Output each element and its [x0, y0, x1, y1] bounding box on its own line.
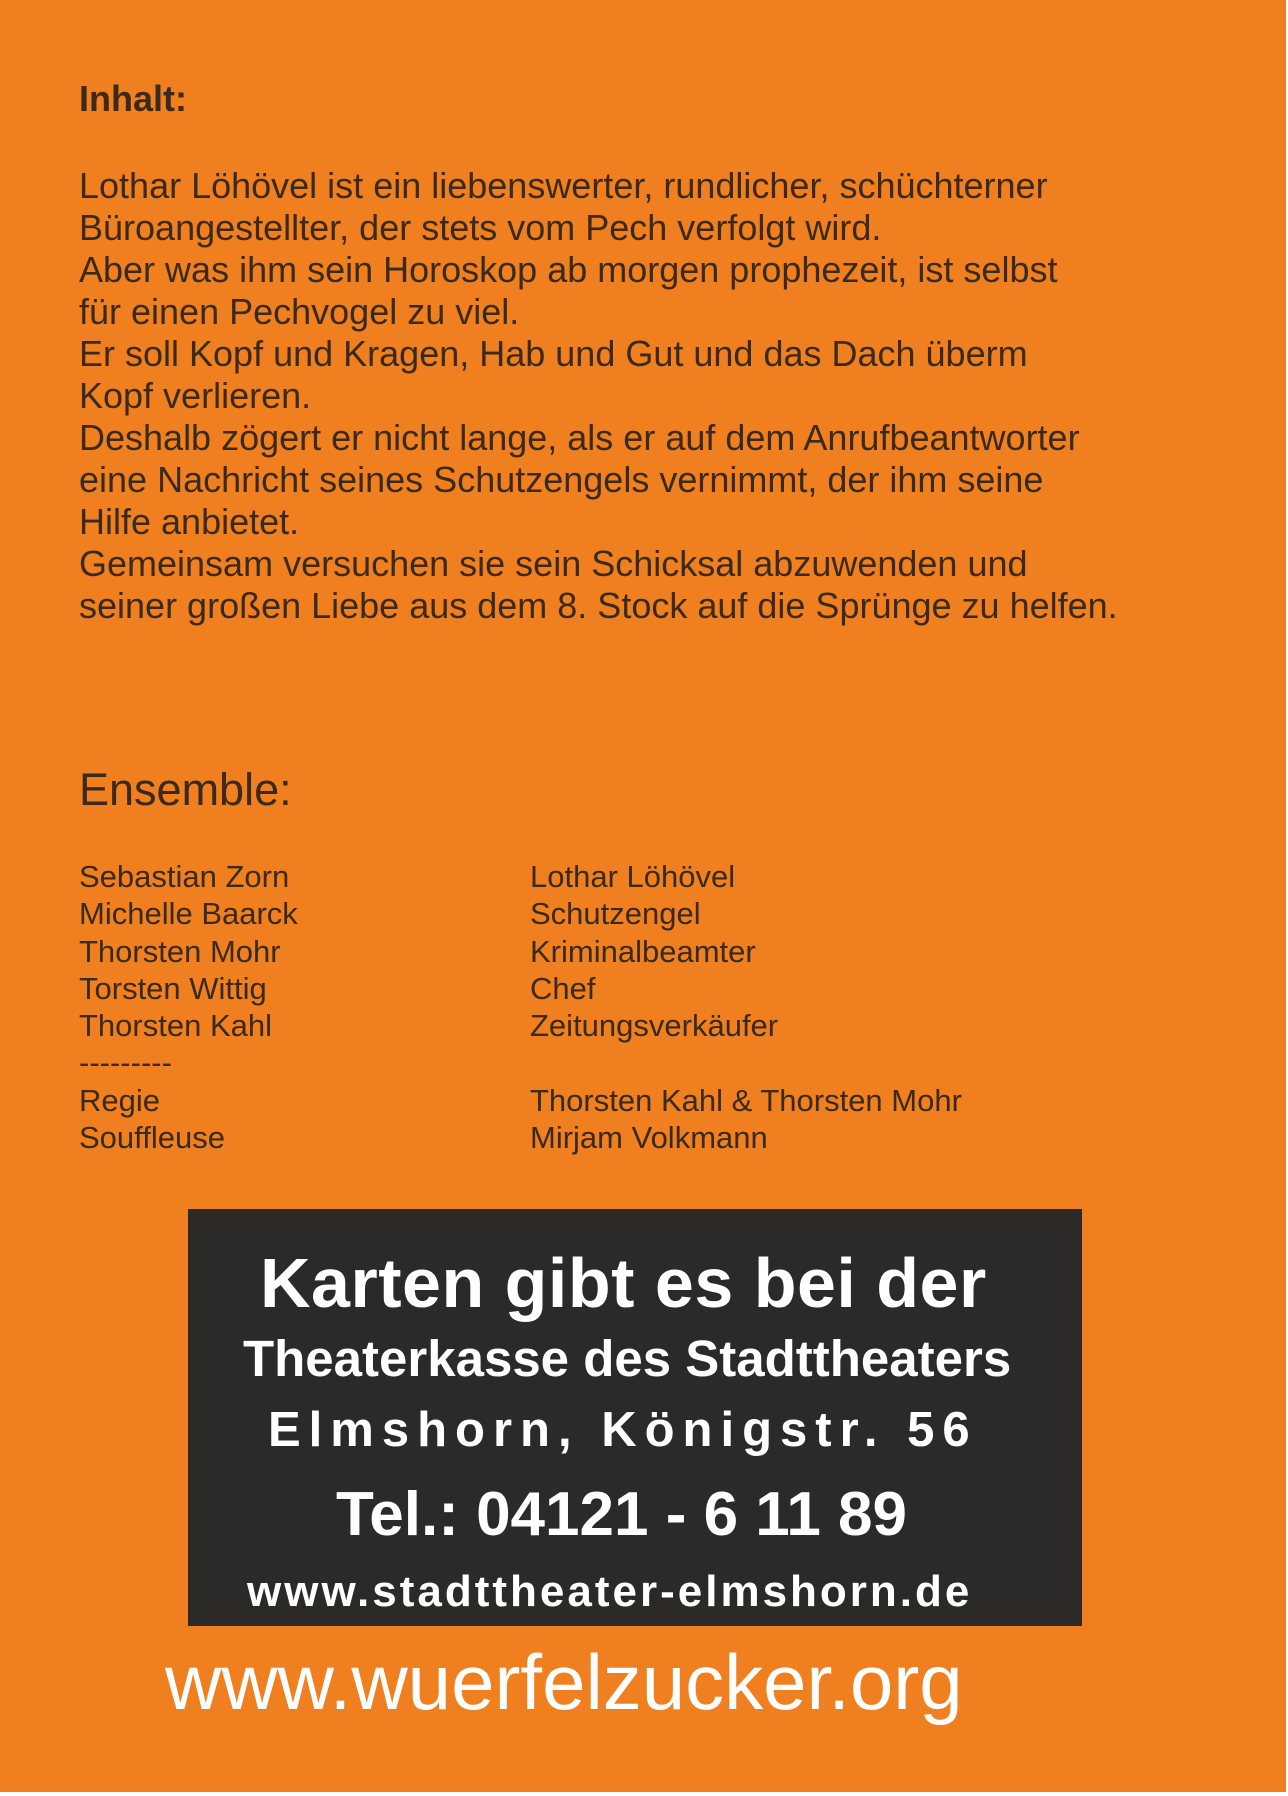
- ticket-headline: Karten gibt es bei der: [260, 1244, 987, 1322]
- ensemble-name: Thorsten Kahl: [79, 1008, 272, 1044]
- ensemble-name: Sebastian Zorn: [79, 859, 290, 894]
- ensemble-role: Lothar Löhövel: [530, 859, 736, 894]
- ticket-phone: Tel.: 04121 - 6 11 89: [336, 1480, 908, 1549]
- ensemble-role: Kriminalbeamter: [530, 933, 756, 969]
- content-line: Lothar Löhövel ist ein liebenswerter, rundlicher, schüchterner: [79, 165, 1048, 206]
- content-line: Hilfe anbietet.: [79, 501, 300, 542]
- ticket-info-box: [188, 1209, 1082, 1626]
- ensemble-name: Michelle Baarck: [79, 896, 298, 932]
- ensemble-role: Schutzengel: [530, 896, 701, 932]
- content-line: seiner großen Liebe aus dem 8. Stock auf die Sprünge zu helfen.: [79, 585, 1118, 626]
- ensemble-heading: Ensemble:: [79, 764, 292, 815]
- ticket-website: www.stadttheater-elmshorn.de: [247, 1567, 973, 1616]
- ensemble-role: Chef: [530, 970, 596, 1006]
- content-line: Aber was ihm sein Horoskop ab morgen prophezeit, ist selbst: [79, 249, 1058, 290]
- content-line: für einen Pechvogel zu viel.: [79, 291, 520, 332]
- ensemble-role: Zeitungsverkäufer: [530, 1008, 779, 1044]
- ticket-venue: Theaterkasse des Stadttheaters: [243, 1330, 1012, 1387]
- ticket-address: Elmshorn, Königstr. 56: [268, 1403, 978, 1457]
- content-heading: Inhalt:: [79, 78, 187, 119]
- group-website: www.wuerfelzucker.org: [165, 1638, 963, 1726]
- ensemble-role: Thorsten Kahl & Thorsten Mohr: [530, 1082, 962, 1118]
- content-line: Er soll Kopf und Kragen, Hab und Gut und das Dach überm: [79, 333, 1028, 374]
- ensemble-name: Souffleuse: [79, 1120, 225, 1156]
- ensemble-name: Torsten Wittig: [79, 970, 267, 1006]
- content-text: [79, 165, 1259, 627]
- ensemble-name: Thorsten Mohr: [79, 933, 281, 969]
- ensemble-role: Mirjam Volkmann: [530, 1120, 768, 1156]
- content-line: Kopf verlieren.: [79, 375, 312, 416]
- content-line: eine Nachricht seines Schutzengels vernimmt, der ihm seine: [79, 459, 1044, 500]
- content-line: Büroangestellter, der stets vom Pech verfolgt wird.: [79, 207, 882, 248]
- content-line: Gemeinsam versuchen sie sein Schicksal abzuwenden und: [79, 543, 1028, 584]
- ensemble-divider-text: ---------: [79, 1045, 172, 1081]
- ensemble-name: Regie: [79, 1082, 160, 1118]
- content-line: Deshalb zögert er nicht lange, als er auf dem Anrufbeantworter: [79, 417, 1080, 458]
